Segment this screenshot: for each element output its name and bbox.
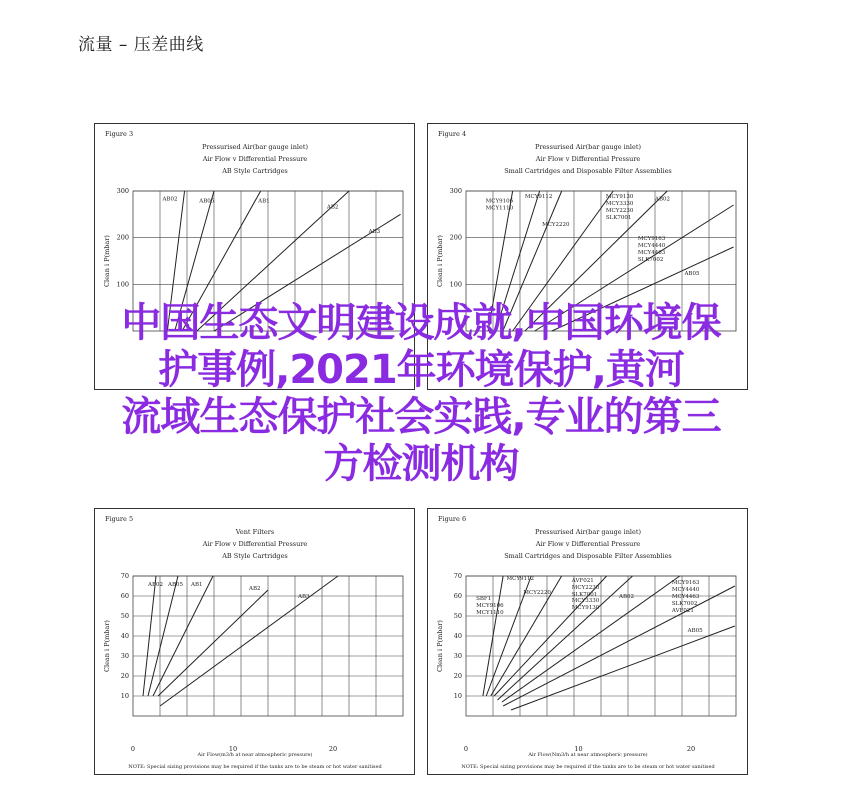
series-line bbox=[503, 586, 735, 706]
y-tick-label: 200 bbox=[449, 233, 462, 242]
chart-figure-6 bbox=[428, 509, 749, 776]
y-tick-label: 300 bbox=[449, 187, 462, 195]
chart-note: NOTE: Special sizing provisions may be required if the tanks are to be steam or hot water sanitised bbox=[461, 764, 715, 770]
y-tick-label: 40 bbox=[453, 632, 462, 640]
series-label: AB05 bbox=[687, 628, 703, 634]
series-label: MCY1110 bbox=[476, 610, 504, 616]
y-tick-label: 50 bbox=[120, 612, 129, 620]
x-tick-label: 10 bbox=[228, 745, 238, 753]
y-tick-label: 70 bbox=[453, 572, 462, 580]
chart-figure-4 bbox=[428, 124, 749, 391]
y-axis-label: Clean i P(mbar) bbox=[103, 235, 111, 287]
y-tick-label: 100 bbox=[449, 280, 462, 289]
series-label: MCY4440 bbox=[671, 587, 700, 593]
series-label: AB2 bbox=[249, 586, 261, 592]
series-line bbox=[167, 191, 184, 331]
y-tick-label: 50 bbox=[453, 612, 462, 620]
series-line bbox=[503, 191, 562, 331]
overlay-line-1: 中国生态文明建设成就,中国环境保 bbox=[121, 300, 721, 346]
series-label: MCY4440 bbox=[637, 243, 666, 249]
x-tick-label: 10 bbox=[574, 745, 583, 753]
y-tick-label: 30 bbox=[453, 652, 462, 660]
series-label: MCY2230 bbox=[605, 208, 634, 214]
series-label: AB1 bbox=[258, 198, 270, 205]
y-axis-label: Clean i P(mbar) bbox=[103, 620, 111, 672]
chart-title-line: AB Style Cartridges bbox=[222, 552, 288, 560]
x-tick-label: 0 bbox=[130, 745, 136, 753]
chart-figure-5 bbox=[95, 509, 416, 776]
series-label: AB05 bbox=[199, 198, 215, 205]
figure-label: Figure 6 bbox=[438, 515, 467, 523]
series-label: MCY2220 bbox=[542, 222, 570, 228]
y-tick-label: 300 bbox=[116, 187, 129, 195]
chart-title-line: Pressurised Air(bar gauge inlet) bbox=[201, 143, 309, 151]
series-label: SLK7002 bbox=[671, 601, 698, 607]
series-label: AB1 bbox=[191, 582, 203, 588]
y-axis-label: Clean i P(mbar) bbox=[436, 235, 444, 287]
series-label: SLK7001 bbox=[605, 215, 632, 221]
series-label: MCY9106 bbox=[476, 603, 504, 609]
y-tick-label: 10 bbox=[453, 692, 462, 700]
series-label: AB3 bbox=[298, 594, 310, 600]
series-label: AVF021 bbox=[571, 578, 594, 584]
y-tick-label: 30 bbox=[120, 652, 129, 660]
series-line bbox=[498, 576, 633, 700]
series-label: AB3 bbox=[368, 229, 381, 235]
y-tick-label: 60 bbox=[453, 592, 462, 600]
series-label: AB05 bbox=[168, 582, 184, 588]
chart-panel-figure-5 bbox=[94, 508, 415, 775]
chart-note: NOTE: Special sizing provisions may be required if the tanks are to be steam or hot water sanitised bbox=[128, 764, 382, 770]
series-label: MCY3330 bbox=[605, 201, 634, 207]
series-label: SBF1 bbox=[476, 596, 492, 602]
series-label: AVF021 bbox=[671, 608, 694, 614]
series-label: MCY4463 bbox=[671, 594, 700, 600]
series-label: MCY9112 bbox=[506, 576, 534, 582]
y-tick-label: 40 bbox=[120, 632, 129, 640]
chart-panel-figure-6 bbox=[427, 508, 748, 775]
series-label: MCY9130 bbox=[605, 194, 634, 200]
series-label: MCY1110 bbox=[485, 205, 514, 212]
chart-title-line: Vent Filters bbox=[235, 528, 275, 536]
series-label: MCY4463 bbox=[637, 250, 666, 256]
series-line bbox=[158, 590, 268, 696]
series-label: MCY9163 bbox=[637, 236, 666, 242]
series-label: MCY9106 bbox=[485, 198, 514, 205]
figure-label: Figure 3 bbox=[105, 130, 134, 138]
chart-title-line: Pressurised Air(bar gauge inlet) bbox=[534, 143, 642, 151]
x-tick-label: 20 bbox=[686, 745, 696, 753]
overlay-line-2: 护事例,2021年环境保护,黄河 bbox=[158, 347, 684, 393]
chart-title-line: Small Cartridges and Disposable Filter Assemblies bbox=[504, 552, 672, 560]
overlay-line-3: 流域生态保护社会实践,专业的第三 bbox=[121, 394, 721, 440]
page-title: 流量 – 压差曲线 bbox=[78, 35, 204, 55]
series-label: MCY2230 bbox=[571, 585, 600, 591]
series-label: SLK7001 bbox=[571, 592, 598, 598]
chart-title-line: Small Cartridges and Disposable Filter Assemblies bbox=[504, 167, 672, 175]
y-tick-label: 20 bbox=[120, 672, 129, 680]
series-line bbox=[511, 626, 735, 710]
x-axis-label: Air Flow(Nm3/h at near atmospheric pressure) bbox=[528, 752, 648, 758]
series-label: AB05 bbox=[684, 271, 700, 277]
chart-panel-figure-3 bbox=[94, 123, 415, 390]
y-tick-label: 70 bbox=[120, 572, 129, 580]
x-tick-label: 0 bbox=[463, 745, 469, 753]
series-label: MCY3330 bbox=[571, 598, 600, 604]
figure-label: Figure 5 bbox=[105, 515, 134, 523]
series-line bbox=[495, 191, 539, 331]
y-tick-label: 200 bbox=[116, 233, 129, 242]
y-axis-label: Clean i P(mbar) bbox=[436, 620, 444, 672]
series-label: AB02 bbox=[619, 594, 635, 600]
series-label: AB02 bbox=[162, 196, 178, 203]
chart-title-line: Pressurised Air(bar gauge inlet) bbox=[534, 528, 642, 536]
series-label: AB02 bbox=[655, 196, 671, 203]
series-label: MCY2220 bbox=[523, 590, 551, 596]
chart-title-line: AB Style Cartridges bbox=[222, 167, 288, 175]
chart-panel-figure-4 bbox=[427, 123, 748, 390]
chart-title-line: Air Flow v Differential Pressure bbox=[535, 540, 641, 548]
y-tick-label: 20 bbox=[453, 672, 462, 680]
series-label: MCY9163 bbox=[671, 580, 700, 586]
y-tick-label: 60 bbox=[120, 592, 129, 600]
series-label: AB2 bbox=[326, 204, 339, 211]
chart-figure-3 bbox=[95, 124, 416, 391]
chart-title-line: Air Flow v Differential Pressure bbox=[535, 155, 641, 163]
x-tick-label: 20 bbox=[328, 745, 338, 753]
series-label: SLK7002 bbox=[637, 257, 664, 263]
x-axis-label: Air Flow(m3/h at near atmospheric pressure) bbox=[197, 752, 313, 758]
y-tick-label: 10 bbox=[120, 692, 129, 700]
chart-title-line: Air Flow v Differential Pressure bbox=[202, 540, 308, 548]
series-label: MCY9130 bbox=[571, 605, 600, 611]
series-line bbox=[485, 191, 514, 331]
chart-title-line: Air Flow v Differential Pressure bbox=[202, 155, 308, 163]
figure-label: Figure 4 bbox=[438, 130, 467, 138]
overlay-line-4: 方检测机构 bbox=[323, 441, 519, 487]
y-tick-label: 100 bbox=[116, 280, 129, 289]
series-label: AB02 bbox=[148, 582, 164, 588]
series-label: MCY9112 bbox=[524, 194, 553, 200]
